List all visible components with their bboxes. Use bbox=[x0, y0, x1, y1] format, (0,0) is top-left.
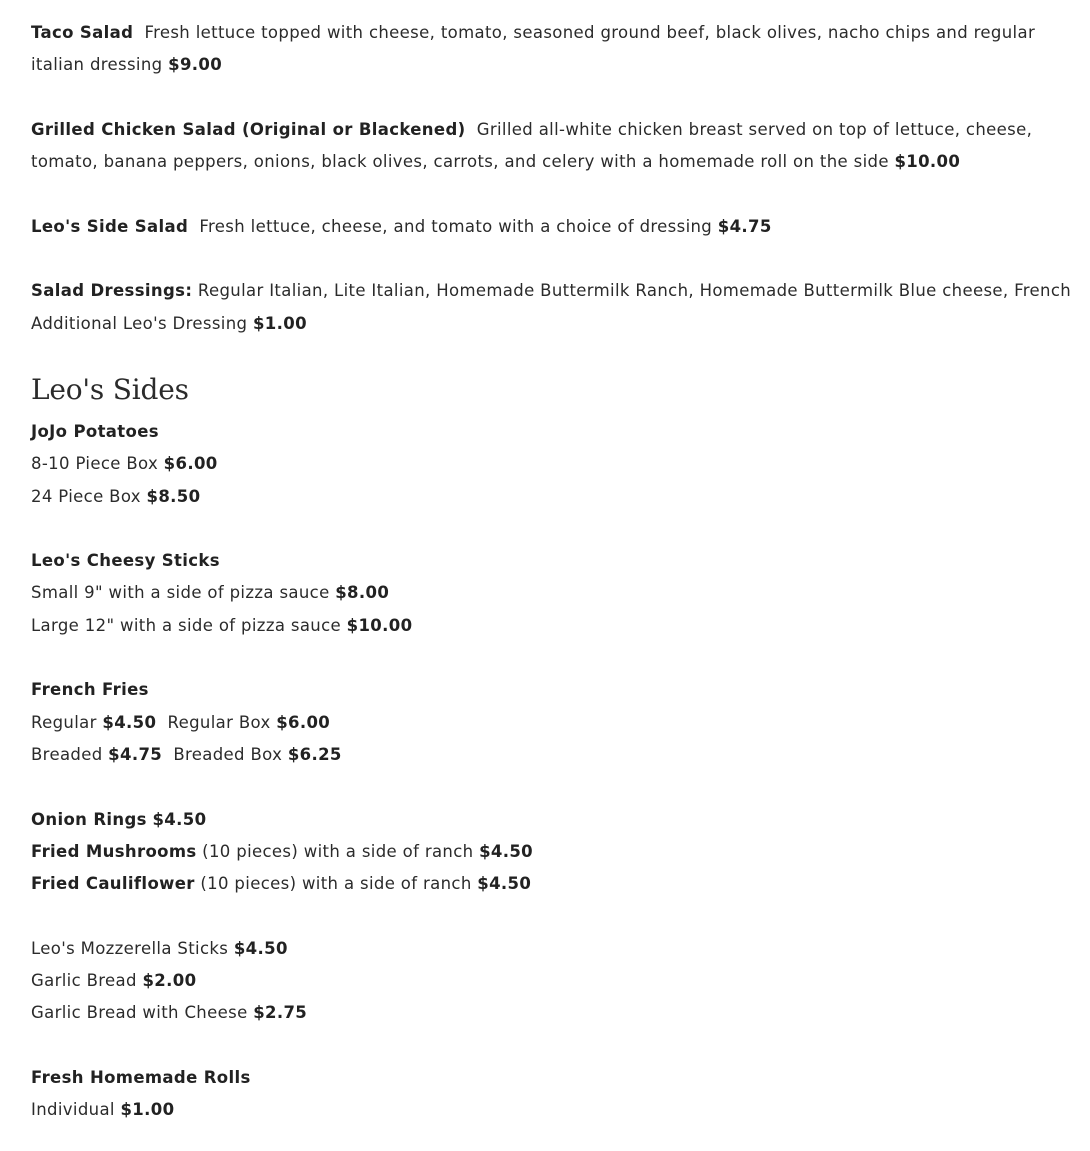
dressings-list: Regular Italian, Lite Italian, Homemade Buttermilk Ranch, Homemade Buttermilk Blue cheese, French bbox=[197, 281, 1072, 301]
menu-content bbox=[31, 17, 1072, 1127]
item-price: $10.00 bbox=[894, 152, 961, 172]
side-option: 8-10 Piece Box $6.00 bbox=[31, 454, 218, 474]
item-name: Leo's Side Salad bbox=[31, 216, 189, 236]
side-garlic-bread-cheese: Garlic Bread with Cheese $2.75 bbox=[31, 1003, 308, 1023]
item-name: Taco Salad bbox=[31, 23, 134, 42]
item-price: $9.00 bbox=[168, 55, 223, 75]
side-fried-mushrooms: Fried Mushrooms (10 pieces) with a side of ranch $4.50 bbox=[31, 841, 534, 861]
additional-dressing-label: Additional Leo's Dressing bbox=[31, 313, 248, 333]
item-name: Grilled Chicken Salad (Original or Blackened) bbox=[31, 119, 466, 139]
side-option: Large 12" with a side of pizza sauce $10.00 bbox=[31, 615, 413, 635]
item-description: Grilled all-white chicken breast served on top of lettuce, cheese, tomato, banana peppers, onions, black olives, carrots, and celery with a homemade roll on the side bbox=[31, 119, 1033, 172]
section-heading-sides: Leo's Sides bbox=[31, 372, 189, 406]
item-description: Fresh lettuce, cheese, and tomato with a choice of dressing bbox=[199, 216, 713, 236]
item-description: Fresh lettuce topped with cheese, tomato, seasoned ground beef, black olives, nacho chips and regular italian dressing bbox=[31, 23, 1036, 75]
side-option: Regular $4.50 Regular Box $6.00 bbox=[31, 712, 331, 732]
side-option: Small 9" with a side of pizza sauce $8.00 bbox=[31, 583, 390, 603]
side-garlic-bread: Garlic Bread $2.00 bbox=[31, 971, 197, 991]
menu-item-taco-salad bbox=[31, 17, 1061, 82]
additional-dressing-price: $1.00 bbox=[252, 313, 307, 333]
menu-item-grilled-chicken-salad bbox=[31, 114, 1061, 179]
menu-item-side-salad bbox=[31, 211, 1061, 243]
item-price: $4.75 bbox=[717, 216, 772, 236]
side-mozzerella-sticks: Leo's Mozzerella Sticks $4.50 bbox=[31, 938, 288, 958]
side-name-jojo: JoJo Potatoes bbox=[31, 421, 159, 441]
side-option: 24 Piece Box $8.50 bbox=[31, 486, 201, 506]
side-name-rolls: Fresh Homemade Rolls bbox=[31, 1067, 251, 1087]
side-fried-cauliflower: Fried Cauliflower (10 pieces) with a side of ranch $4.50 bbox=[31, 874, 532, 894]
dressings-label: Salad Dressings: bbox=[31, 281, 193, 301]
additional-dressing bbox=[31, 308, 1061, 340]
side-option: Individual $1.00 bbox=[31, 1100, 175, 1120]
salad-dressings bbox=[31, 275, 1072, 307]
side-option: Breaded $4.75 Breaded Box $6.25 bbox=[31, 744, 342, 764]
side-onion-rings: Onion Rings $4.50 bbox=[31, 809, 207, 829]
side-name-cheesy-sticks: Leo's Cheesy Sticks bbox=[31, 551, 220, 571]
side-name-french-fries: French Fries bbox=[31, 680, 149, 700]
